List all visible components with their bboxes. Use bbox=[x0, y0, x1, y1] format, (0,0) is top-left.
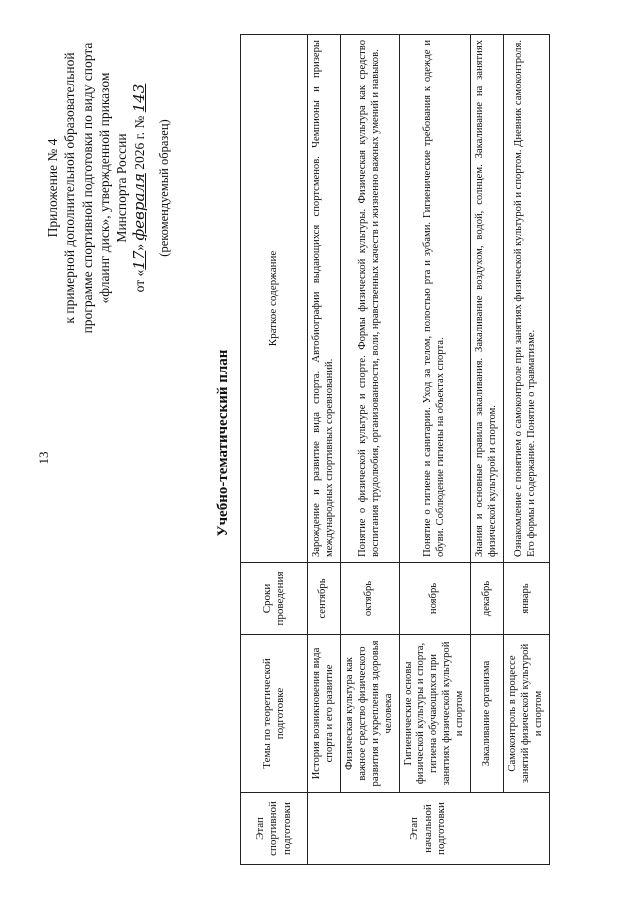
topic-cell: Самоконтроль в процессе занятий физической культурой и спортом bbox=[503, 635, 549, 793]
table-row bbox=[503, 35, 549, 865]
order-mid: » bbox=[132, 243, 148, 251]
order-day: 17 bbox=[130, 250, 149, 270]
term-cell: ноябрь bbox=[399, 563, 471, 635]
order-number: 143 bbox=[130, 83, 149, 113]
curriculum-table bbox=[240, 34, 550, 865]
order-date-line bbox=[130, 23, 149, 353]
header-line-4: Минспорта России bbox=[114, 133, 130, 243]
term-cell: сентябрь bbox=[308, 563, 341, 635]
content-cell: Зарождение и развитие вида спорта. Автобиографии выдающихся спортсменов. Чемпионы и призеры международных спортивных соревнований. bbox=[308, 35, 341, 563]
stage-cell: Этап начальной подготовки bbox=[308, 793, 550, 865]
header-stage: Этап спортивной подготовки bbox=[241, 793, 308, 865]
content-cell: Ознакомление с понятием о самоконтроле при занятиях физической культурой и спортом. Дневник самоконтроля. Его формы и содержание. Понятие о травматизме. bbox=[503, 35, 549, 563]
sample-note: (рекомендуемый образец) bbox=[156, 119, 171, 257]
content-cell: Знания и основные правила закаливания. Закаливание воздухом, водой, солнцем. Закаливание на занятиях физической культурой и спортом. bbox=[471, 35, 504, 563]
appendix-header bbox=[44, 23, 172, 353]
content-cell: Понятие о гигиене и санитарии. Уход за телом, полостью рта и зубами. Гигиенические требования к одежде и обуви. Соблюдение гигиены на объектах спорта. bbox=[399, 35, 471, 563]
topic-cell: История возникновения вида спорта и его развитие bbox=[308, 635, 341, 793]
header-line-2: программе спортивной подготовки по виду спорта bbox=[79, 42, 95, 334]
term-cell: январь bbox=[503, 563, 549, 635]
appendix-number: Приложение № 4 bbox=[45, 138, 60, 238]
table-row bbox=[308, 35, 341, 865]
table-row bbox=[340, 35, 399, 865]
table-header-row bbox=[241, 35, 308, 865]
content-cell: Понятие о физической культуре и спорте. Формы физической культуры. Физическая культура как средство воспитания трудолюбия, организованности, воли, нравственных качеств и жизненно важных умений и навыков. bbox=[340, 35, 399, 563]
table-row bbox=[471, 35, 504, 865]
header-term: Сроки проведения bbox=[241, 563, 308, 635]
order-month: февраля bbox=[130, 173, 149, 241]
topic-cell: Гигиенические основы физической культуры и спорта, гигиена обучающихся при занятиях физической культурой и спортом bbox=[399, 635, 471, 793]
order-prefix: от « bbox=[132, 269, 148, 293]
order-year: 2026 г. № bbox=[132, 115, 148, 170]
term-cell: декабрь bbox=[471, 563, 504, 635]
plan-title: Учебно-тематический план bbox=[215, 349, 231, 537]
header-line-1: к примерной дополнительной образовательной bbox=[62, 52, 78, 324]
term-cell: октябрь bbox=[340, 563, 399, 635]
page-number: 13 bbox=[36, 451, 51, 465]
topic-cell: Закаливание организма bbox=[471, 635, 504, 793]
header-line-3: «флаинг диск», утвержденной приказом bbox=[96, 72, 112, 304]
table-row bbox=[399, 35, 471, 865]
topic-cell: Физическая культура как важное средство физического развития и укрепления здоровья человека bbox=[340, 635, 399, 793]
header-topic: Темы по теоретической подготовке bbox=[241, 635, 308, 793]
header-content: Краткое содержание bbox=[241, 35, 308, 563]
